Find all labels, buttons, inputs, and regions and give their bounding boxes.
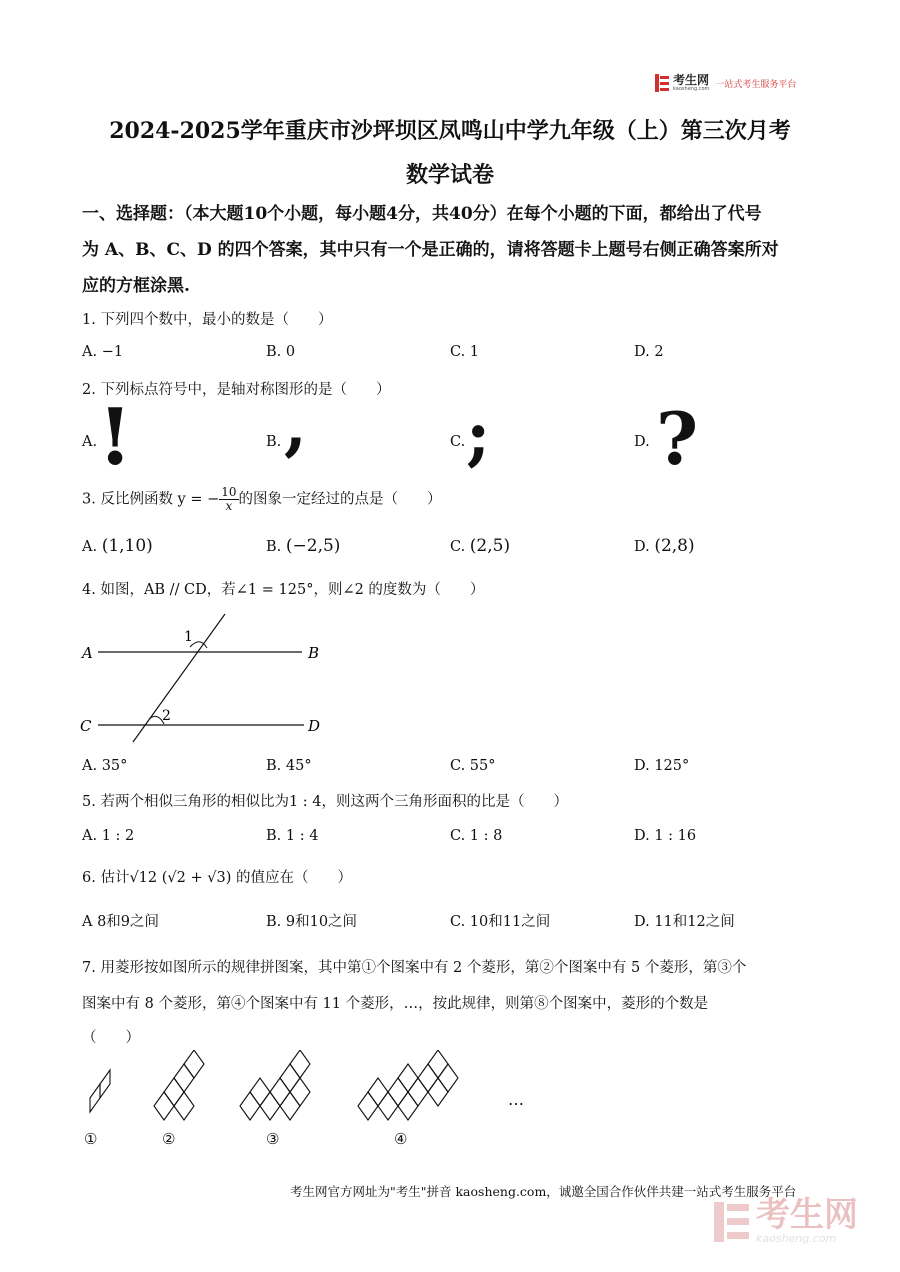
rhombus [438,1064,458,1092]
rhombus [368,1078,388,1106]
q5-option-a: A. 1 : 2 [82,828,135,844]
watermark-name: 考生网 [756,1195,858,1235]
q3-fraction [219,486,238,513]
rhombus [408,1078,428,1106]
rhombus [428,1078,448,1106]
q4-option-b: B. 45° [266,758,312,774]
q5-option-d: D. 1 : 16 [634,828,697,844]
page-subtitle: 数学试卷 [405,162,494,188]
q2-comma-mark: , [284,386,307,464]
q2-question-mark: ? [656,396,699,481]
q2-stem: 2. 下列标点符号中，是轴对称图形的是（ ） [82,382,391,398]
q2-exclamation-mark: ! [98,392,133,483]
q3-option-c-value: (2,5) [469,536,511,556]
header-brand [655,74,796,92]
q1-option-a: A. −1 [82,344,124,360]
q3-option-b-label: B. [266,539,282,555]
angle-2-label: 2 [162,708,171,724]
q4-option-d: D. 125° [634,758,690,774]
rhombus [398,1092,418,1120]
q1-option-c: C. 1 [450,344,480,360]
q3-option-d [634,536,695,556]
q2-semicolon-mark: ; [466,396,491,474]
q3-stem [82,486,442,513]
q6-option-a: A 8和9之间 [82,914,160,930]
q6-option-c: C. 10和11之间 [450,914,551,930]
rhombus [154,1092,174,1120]
brand-site: kaosheng.com [673,86,710,92]
q4-option-c: C. 55° [450,758,496,774]
q6-option-b: B. 9和10之间 [266,914,358,930]
q2-option-a: A. [82,434,98,450]
q7-stem-line-1: 7. 用菱形按如图所示的规律拼图案，其中第①个图案中有 2 个菱形，第②个图案中有 5 个菱形，第③个 [82,960,747,976]
q5-option-c: C. 1 : 8 [450,828,503,844]
point-b-label: B [308,644,320,662]
watermark-text [756,1195,858,1245]
brand-logo-icon [655,74,669,92]
watermark-logo-icon [712,1200,750,1244]
point-a-label: A [82,644,93,662]
q7-label-4: ④ [394,1130,408,1148]
q1-stem: 1. 下列四个数中，最小的数是（ ） [82,312,333,328]
q4-option-a: A. 35° [82,758,128,774]
angle-1-label: 1 [184,629,193,645]
rhombus [100,1070,110,1098]
q7-label-3: ③ [266,1130,280,1148]
rhombus [388,1078,408,1106]
pattern-1 [90,1070,110,1112]
q3-option-b [266,536,340,556]
rhombus [250,1078,270,1106]
q4-stem: 4. 如图，AB // CD，若∠1 = 125°，则∠2 的度数为（ ） [82,582,485,598]
q2-option-c: C. [450,434,466,450]
rhombus [378,1092,398,1120]
q6-option-d: D. 11和12之间 [634,914,735,930]
rhombus [184,1050,204,1078]
brand-name: 考生网 [673,73,710,87]
q7-rhombus-patterns [78,1050,538,1130]
transversal [133,614,225,742]
rhombus [174,1064,194,1092]
footer-text: 考生网官方网址为"考生"拼音 kaosheng.com，诚邀全国合作伙伴共建一站式考生服务平台 [290,1184,797,1199]
q2-option-b: B. [266,434,282,450]
q3-option-d-label: D. [634,539,650,555]
q2-option-d: D. [634,434,650,450]
q7-label-1: ① [84,1130,98,1148]
q3-option-c [450,536,510,556]
q3-fraction-denominator: x [225,499,233,513]
q5-option-b: B. 1 : 4 [266,828,319,844]
section-heading-line-1: 一、选择题：（本大题10个小题，每小题4分，共40分）在每个小题的下面，都给出了代号 [82,204,762,224]
q1-option-d: D. 2 [634,344,664,360]
q3-option-b-value: (−2,5) [285,536,341,556]
q6-stem: 6. 估计√12 (√2 + √3) 的值应在（ ） [82,870,352,886]
q3-option-c-label: C. [450,539,466,555]
q3-fraction-numerator: 10 [221,485,237,499]
pattern-4 [358,1050,458,1120]
watermark [712,1195,858,1245]
page-title: 2024-2025学年重庆市沙坪坝区凤鸣山中学九年级（上）第三次月考 [109,118,791,144]
rhombus [260,1092,280,1120]
rhombus [290,1078,310,1106]
rhombus [270,1078,290,1106]
q3-stem-prefix: 3. 反比例函数 y = − [82,491,220,508]
rhombus [174,1092,194,1120]
q7-ellipsis: … [508,1090,524,1109]
q5-stem: 5. 若两个相似三角形的相似比为1 : 4，则这两个三角形面积的比是（ ） [82,794,568,810]
q4-figure [78,608,338,748]
watermark-site: kaosheng.com [756,1232,837,1245]
rhombus [418,1064,438,1092]
section-heading-line-2: 为 A、B、C、D 的四个答案，其中只有一个是正确的，请将答题卡上题号右侧正确答案所对 [82,240,779,260]
q3-option-d-value: (2,8) [654,536,695,556]
rhombus [428,1050,448,1078]
q3-option-a [82,536,153,556]
q7-stem-line-2: 图案中有 8 个菱形，第④个图案中有 11 个菱形，…，按此规律，则第⑧个图案中，菱形的个数是 [82,996,709,1012]
pattern-2 [154,1050,204,1120]
point-c-label: C [80,717,92,735]
q7-label-2: ② [162,1130,176,1148]
rhombus [280,1092,300,1120]
rhombus [398,1064,418,1092]
rhombus [90,1084,100,1112]
q3-option-a-value: (1,10) [101,536,153,556]
q7-stem-line-3: （ ） [82,1030,140,1046]
rhombus [240,1092,260,1120]
q1-option-b: B. 0 [266,344,296,360]
rhombus [164,1078,184,1106]
rhombus [358,1092,378,1120]
brand-slogan: 一站式考生服务平台 [715,79,797,90]
rhombus [290,1050,310,1078]
section-heading-line-3: 应的方框涂黑. [82,276,190,296]
pattern-3 [240,1050,310,1120]
brand-text [673,74,709,92]
rhombus [280,1064,300,1092]
q3-option-a-label: A. [82,539,98,555]
point-d-label: D [308,717,321,735]
q3-stem-suffix: 的图象一定经过的点是（ ） [238,491,442,508]
